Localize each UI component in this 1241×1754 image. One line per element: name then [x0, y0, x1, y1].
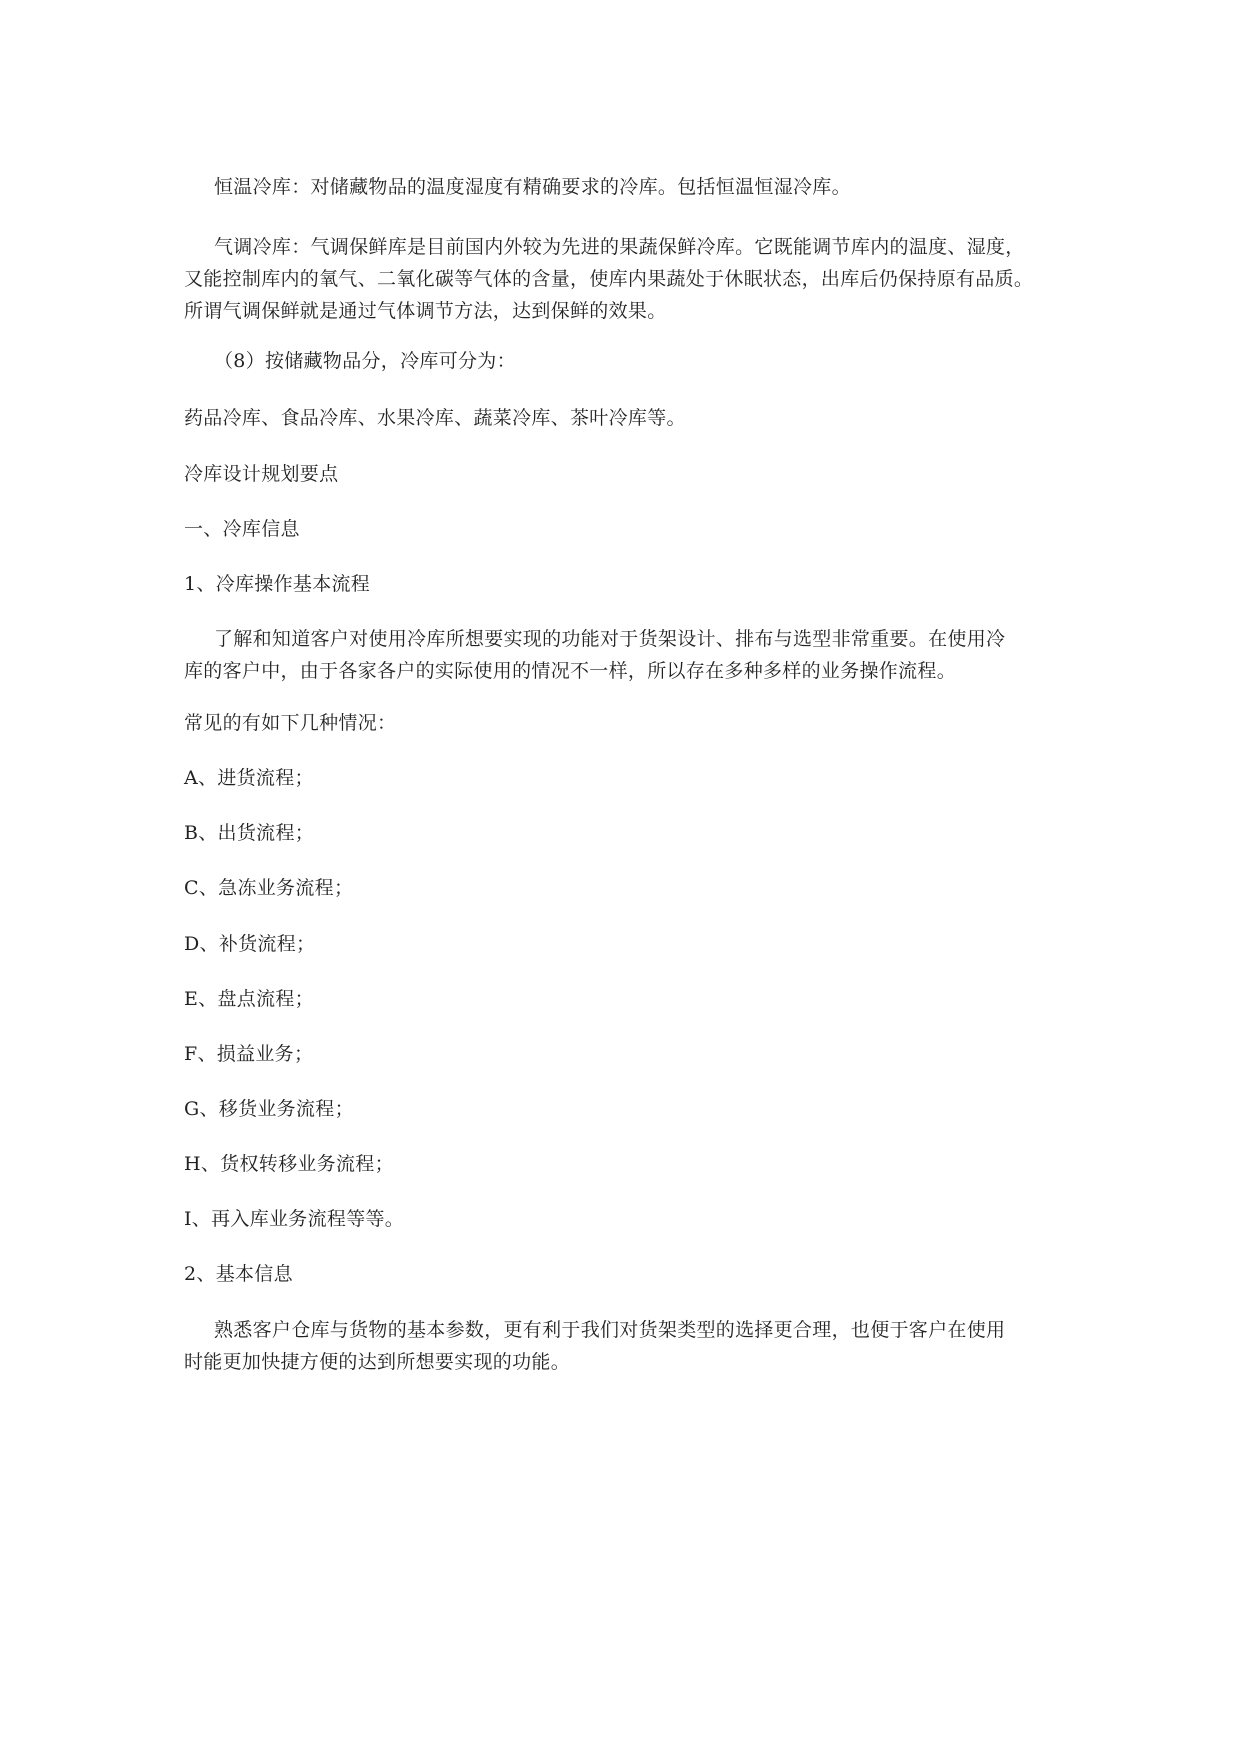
text-line: B、出货流程；	[184, 822, 315, 844]
text-line: 2、基本信息	[184, 1263, 293, 1285]
text-line: C、急冻业务流程；	[184, 877, 354, 899]
text-line: 库的客户中，由于各家各户的实际使用的情况不一样，所以存在多种多样的业务操作流程。	[184, 660, 957, 682]
paragraph-familiar-params	[184, 1314, 1084, 1378]
text-line: 一、冷库信息	[184, 518, 300, 540]
text-line: H、货权转移业务流程；	[184, 1153, 394, 1175]
subheading-basic-info	[184, 1258, 1084, 1290]
list-item-g	[184, 1093, 1084, 1125]
text-line: D、补货流程；	[184, 933, 316, 955]
section-heading-design-points	[184, 458, 1084, 490]
text-line: A、进货流程；	[184, 767, 314, 789]
list-item-i	[184, 1203, 1084, 1235]
text-line: （8）按储藏物品分，冷库可分为：	[214, 350, 516, 372]
list-item-c	[184, 872, 1084, 904]
list-item-a	[184, 762, 1084, 794]
list-item-f	[184, 1038, 1084, 1070]
text-line: 1、冷库操作基本流程	[184, 573, 371, 595]
list-item-d	[184, 928, 1084, 960]
text-line: 恒温冷库：对储藏物品的温度湿度有精确要求的冷库。包括恒温恒湿冷库。	[214, 176, 851, 198]
paragraph-storage-types	[184, 402, 1084, 434]
text-line: 气调冷库：气调保鲜库是目前国内外较为先进的果蔬保鲜冷库。它既能调节库内的温度、湿度，	[214, 236, 1025, 258]
text-line: 常见的有如下几种情况：	[184, 712, 397, 734]
text-line: F、损益业务；	[184, 1043, 314, 1065]
text-line: I、再入库业务流程等等。	[184, 1208, 405, 1230]
section-heading-cold-storage-info	[184, 513, 1084, 545]
paragraph-understand-customer	[184, 623, 1084, 687]
paragraph-controlled-atmosphere-storage	[184, 231, 1084, 327]
paragraph-common-cases	[184, 707, 1084, 739]
text-line: E、盘点流程；	[184, 988, 314, 1010]
list-item-b	[184, 817, 1084, 849]
text-line: 冷库设计规划要点	[184, 463, 339, 485]
text-line: G、移货业务流程；	[184, 1098, 354, 1120]
text-line: 所谓气调保鲜就是通过气体调节方法，达到保鲜的效果。	[184, 300, 667, 322]
subheading-basic-process	[184, 568, 1084, 600]
text-line: 又能控制库内的氧气、二氧化碳等气体的含量，使库内果蔬处于休眠状态，出库后仍保持原有品质。	[184, 268, 1034, 290]
text-line: 时能更加快捷方便的达到所想要实现的功能。	[184, 1351, 571, 1373]
paragraph-classification-by-goods	[184, 345, 1084, 377]
text-line: 熟悉客户仓库与货物的基本参数，更有利于我们对货架类型的选择更合理，也便于客户在使用	[214, 1319, 1006, 1341]
paragraph-constant-temp-storage	[184, 171, 1084, 203]
text-line: 了解和知道客户对使用冷库所想要实现的功能对于货架设计、排布与选型非常重要。在使用冷	[214, 628, 1006, 650]
list-item-e	[184, 983, 1084, 1015]
text-line: 药品冷库、食品冷库、水果冷库、蔬菜冷库、茶叶冷库等。	[184, 407, 686, 429]
list-item-h	[184, 1148, 1084, 1180]
